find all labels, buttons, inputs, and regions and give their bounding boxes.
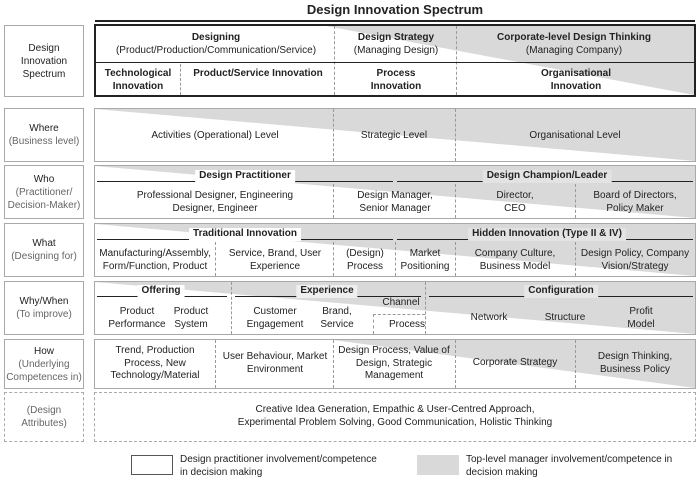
legend-practitioner-shape: [132, 456, 172, 474]
how-divider-3: [455, 340, 456, 388]
what-design-process: (Design) Process: [346, 248, 384, 272]
spectrum-divider-2: [456, 26, 457, 95]
where-divider-2: [455, 109, 456, 161]
row-label-attributes: [4, 392, 84, 442]
where-organisational: Organisational Level: [529, 130, 621, 141]
row-label-who-title: Who: [33, 173, 55, 185]
how-design-process: Design Process, Value of Design, Strategic Management: [338, 345, 450, 381]
why-structure: Structure: [544, 312, 586, 323]
why-network: Network: [470, 312, 508, 323]
spectrum-divider-3: [180, 64, 181, 95]
legend-practitioner-swatch: [131, 455, 173, 475]
who-divider-2: [455, 184, 456, 218]
what-manufacturing: Manufacturing/Assembly, Form/Function, Product: [99, 248, 211, 272]
row-label-spectrum: [4, 25, 84, 97]
row-label-what-title: What: [32, 238, 56, 249]
who-practitioner: Design Practitioner: [195, 170, 295, 183]
spectrum-box: [94, 24, 696, 97]
where-operational: Activities (Operational) Level: [151, 130, 279, 141]
title-underline: [95, 20, 695, 22]
why-profit-model: Profit Model: [627, 306, 655, 330]
what-divider-2: [333, 242, 334, 276]
row-label-where: [4, 108, 84, 162]
who-box: [94, 165, 696, 219]
legend-practitioner-text: Design practitioner involvement/competence in decision making: [180, 454, 377, 478]
who-divider-3: [575, 184, 576, 218]
why-box: [94, 281, 696, 335]
row-label-who: [4, 165, 84, 219]
how-trend: Trend, Production Process, New Technology/Material: [110, 345, 200, 381]
why-brand-service: Brand, Service: [320, 306, 354, 330]
row-label-how-title: How: [33, 345, 54, 357]
what-traditional: Traditional Innovation: [189, 228, 301, 241]
what-box: [94, 223, 696, 277]
organisational-innovation: Organisational Innovation: [540, 68, 611, 92]
why-channel: Channel: [382, 297, 420, 308]
technological-innovation: Technological Innovation: [104, 68, 172, 92]
row-label-how-sub: (Underlying Competences in): [6, 358, 82, 383]
row-label-why: [4, 281, 84, 335]
how-corporate: Corporate Strategy: [472, 357, 558, 368]
spectrum-mid-line: [96, 62, 694, 63]
why-channel-process-line: [373, 314, 425, 315]
why-product-performance: Product Performance: [108, 306, 166, 330]
what-culture: Company Culture, Business Model: [474, 248, 556, 272]
corporate-sub: (Managing Company): [525, 45, 623, 56]
where-box: [94, 108, 696, 162]
product-service-innovation: Product/Service Innovation: [193, 68, 323, 79]
row-label-what-sub: (Designing for): [11, 251, 77, 262]
how-box: [94, 339, 696, 389]
why-configuration: Configuration: [524, 285, 598, 298]
legend-manager-text: Top-level manager involvement/competence in decision making: [466, 454, 673, 478]
why-process: Process: [388, 319, 426, 330]
what-hidden: Hidden Innovation (Type II & IV): [468, 228, 626, 241]
what-service: Service, Brand, User Experience: [228, 248, 322, 272]
attributes-text: Creative Idea Generation, Empathic & User-Centred Approach, Experimental Problem Solving, Good Communication, Holistic Thinking: [237, 404, 553, 428]
why-offering: Offering: [138, 285, 185, 298]
why-experience: Experience: [296, 285, 357, 298]
what-divider-4: [455, 242, 456, 276]
why-divider-2: [425, 282, 426, 334]
row-label-attributes-sub: (Design Attributes): [21, 405, 67, 429]
where-strategic: Strategic Level: [360, 130, 428, 141]
why-customer-engagement: Customer Engagement: [246, 306, 304, 330]
legend-manager-swatch: [417, 455, 459, 475]
row-label-where-title: Where: [29, 123, 59, 134]
who-manager: Design Manager, Senior Manager: [357, 190, 433, 214]
design-strategy-sub: (Managing Design): [353, 45, 439, 56]
where-divider-1: [333, 109, 334, 161]
spectrum-divider-1: [334, 26, 335, 95]
designing-sub: (Product/Production/Communication/Service): [115, 45, 317, 56]
who-director: Director, CEO: [496, 190, 534, 214]
who-divider-1: [333, 184, 334, 218]
row-label-who-sub: (Practitioner/ Decision-Maker): [7, 186, 81, 211]
how-divider-1: [215, 340, 216, 388]
who-professional: Professional Designer, Engineering Designer, Engineer: [136, 190, 294, 214]
designing-title: Designing: [191, 32, 241, 43]
why-divider-3: [373, 314, 374, 334]
row-label-spectrum-text: Design Innovation Spectrum: [20, 42, 68, 80]
process-innovation: Process Innovation: [370, 68, 422, 92]
row-label-where-sub: (Business level): [8, 136, 80, 147]
why-product-system: Product System: [173, 306, 209, 330]
attributes-box: [94, 392, 696, 442]
row-label-how: [4, 339, 84, 389]
what-divider-1: [215, 242, 216, 276]
what-policy: Design Policy, Company Vision/Strategy: [580, 248, 690, 272]
row-label-what: [4, 223, 84, 277]
how-divider-4: [575, 340, 576, 388]
design-strategy-title: Design Strategy: [357, 32, 435, 43]
corporate-title: Corporate-level Design Thinking: [497, 32, 651, 43]
who-champion: Design Champion/Leader: [483, 170, 612, 183]
what-divider-3: [395, 242, 396, 276]
row-label-why-sub: (To improve): [16, 309, 72, 320]
why-divider-1: [231, 282, 232, 334]
row-label-why-title: Why/When: [19, 296, 69, 307]
diagram-title: Design Innovation Spectrum: [306, 2, 484, 17]
who-board: Board of Directors, Policy Maker: [593, 190, 677, 214]
how-thinking: Design Thinking, Business Policy: [597, 351, 673, 375]
what-market: Market Positioning: [400, 248, 450, 272]
how-user: User Behaviour, Market Environment: [222, 351, 328, 375]
